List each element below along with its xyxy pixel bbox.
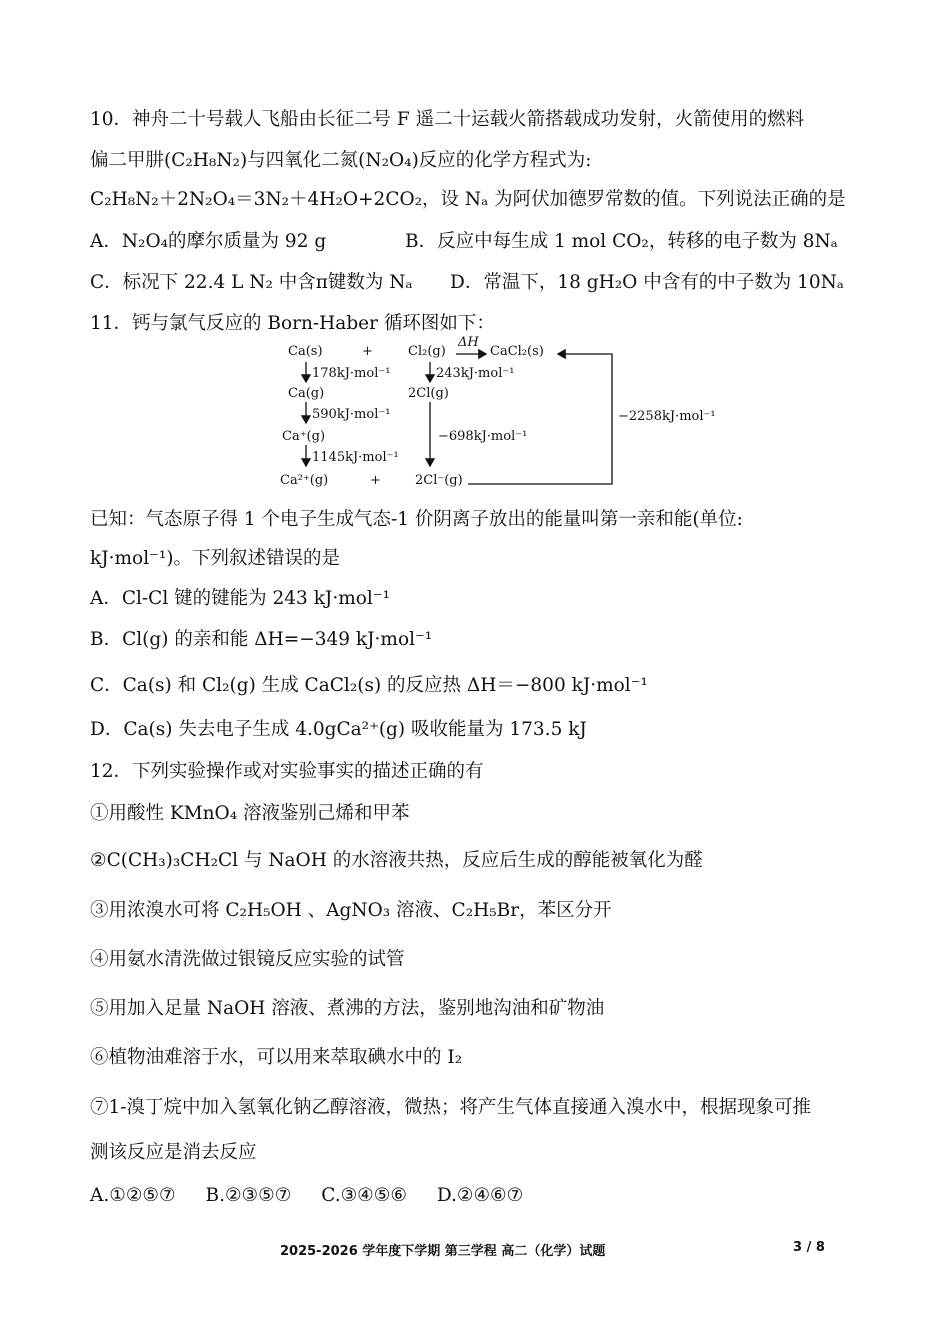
q12-item-5: ⑤用加入足量 NaOH 溶液、煮沸的方法，鉴别地沟油和矿物油 (90, 998, 605, 1019)
q10-option-d: D．常温下，18 gH₂O 中含有的中子数为 10Nₐ (450, 272, 844, 293)
ca-gas-label: Ca(g) (288, 386, 325, 401)
q12-item-6: ⑥植物油难溶于水，可以用来萃取碘水中的 I₂ (90, 1047, 463, 1068)
ca-solid-label: Ca(s) (288, 344, 323, 359)
energy-178-label: 178kJ·mol⁻¹ (312, 366, 391, 381)
cacl2-solid-label: CaCl₂(s) (490, 344, 544, 359)
q12-item-1: ①用酸性 KMnO₄ 溶液鉴别己烯和甲苯 (90, 803, 410, 824)
energy-2258-label: −2258kJ·mol⁻¹ (618, 409, 716, 424)
ca-ion-label: Ca⁺(g) (282, 429, 326, 444)
plus-sign: + (370, 473, 381, 488)
q10-stem-line2: 偏二甲肼(C₂H₈N₂)与四氧化二氮(N₂O₄)反应的化学方程式为: (90, 150, 592, 171)
q10-option-a: A．N₂O₄的摩尔质量为 92 g (90, 231, 327, 252)
q12-choice-b: B.②③⑤⑦ (205, 1185, 292, 1206)
q11-option-d: D．Ca(s) 失去电子生成 4.0gCa²⁺(g) 吸收能量为 173.5 kJ (90, 719, 587, 740)
q12-item-2: ②C(CH₃)₃CH₂Cl 与 NaOH 的水溶液共热，反应后生成的醇能被氧化为醛 (90, 850, 703, 871)
q11-option-b: B．Cl(g) 的亲和能 ΔH=−349 kJ·mol⁻¹ (90, 629, 433, 650)
q11-option-a: A．Cl-Cl 键的键能为 243 kJ·mol⁻¹ (90, 588, 390, 609)
q11-known-line1: 已知：气态原子得 1 个电子生成气态-1 价阴离子放出的能量叫第一亲和能(单位: (90, 509, 743, 530)
page-footer-title: 2025-2026 学年度下学期 第三学程 高二（化学）试题 (280, 1244, 606, 1259)
energy-590-label: 590kJ·mol⁻¹ (312, 407, 391, 422)
page-number: 3 / 8 (793, 1240, 825, 1255)
q11-known-line2: kJ·mol⁻¹)。下列叙述错误的是 (90, 548, 341, 569)
delta-h-label: ΔH (458, 335, 479, 350)
q12-item-7-line1: ⑦1-溴丁烷中加入氢氧化钠乙醇溶液，微热；将产生气体直接通入溴水中，根据现象可推 (90, 1097, 812, 1118)
born-haber-diagram (270, 335, 730, 498)
energy-243-label: 243kJ·mol⁻¹ (436, 366, 515, 381)
energy-1145-label: 1145kJ·mol⁻¹ (312, 450, 399, 465)
ca2-ion-label: Ca²⁺(g) (280, 473, 329, 488)
q11-stem: 11．钙与氯气反应的 Born-Haber 循环图如下： (90, 313, 495, 334)
q12-choice-c: C.③④⑤⑥ (321, 1185, 407, 1206)
q12-item-4: ④用氨水清洗做过银镜反应实验的试管 (90, 949, 405, 970)
q12-choice-d: D.②④⑥⑦ (436, 1185, 524, 1206)
q12-item-7-line2: 测该反应是消去反应 (90, 1142, 257, 1163)
q11-option-c: C．Ca(s) 和 Cl₂(g) 生成 CaCl₂(s) 的反应热 ΔH＝−800 kJ·mol⁻¹ (90, 675, 648, 696)
cl-ion-label: 2Cl⁻(g) (415, 473, 463, 488)
energy-698-label: −698kJ·mol⁻¹ (438, 429, 528, 444)
q10-equation: C₂H₈N₂＋2N₂O₄＝3N₂＋4H₂O+2CO₂，设 Nₐ 为阿伏加德罗常数的值。下列说法正确的是 (90, 189, 846, 210)
q10-stem-line1: 10．神舟二十号载人飞船由长征二号 F 遥二十运载火箭搭载成功发射，火箭使用的燃料 (90, 109, 805, 130)
q12-choice-a: A.①②⑤⑦ (90, 1185, 176, 1206)
q12-stem: 12．下列实验操作或对实验事实的描述正确的有 (90, 761, 484, 782)
q12-choices (90, 1183, 547, 1209)
plus-sign: + (362, 344, 373, 359)
q12-item-3: ③用浓溴水可将 C₂H₅OH 、AgNO₃ 溶液、C₂H₅Br，苯区分开 (90, 900, 612, 921)
cl-atom-label: 2Cl(g) (408, 386, 449, 401)
cl2-gas-label: Cl₂(g) (408, 344, 446, 359)
q10-option-c: C．标况下 22.4 L N₂ 中含π键数为 Nₐ (90, 272, 413, 293)
q10-option-b: B．反应中每生成 1 mol CO₂，转移的电子数为 8Nₐ (405, 231, 838, 252)
